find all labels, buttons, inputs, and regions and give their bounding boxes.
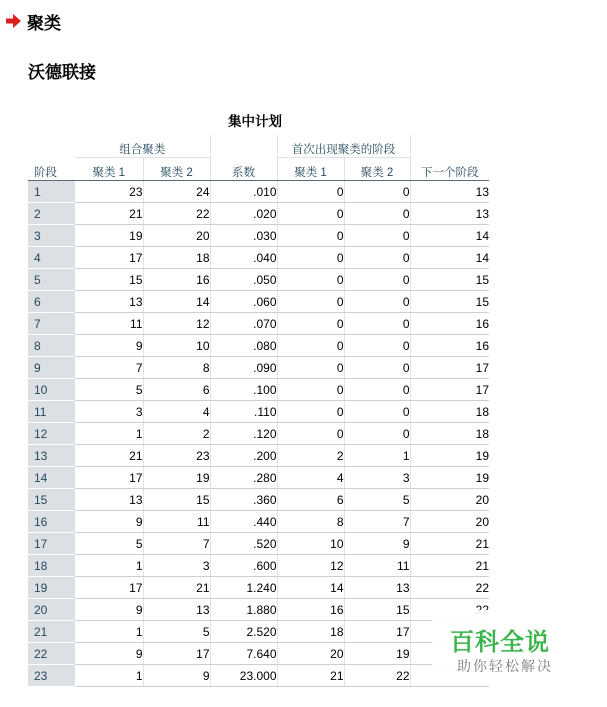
coefficient-cell: .120 — [210, 423, 277, 445]
table-title: 集中计划 — [228, 114, 282, 130]
cluster2-cell: 7 — [143, 533, 210, 555]
next-stage-cell: 20 — [410, 511, 489, 533]
watermark-sub-text: 助你轻松解决 — [457, 658, 553, 674]
table-row — [28, 269, 489, 291]
stage-cell: 22 — [28, 643, 75, 665]
header-combined-clusters: 组合聚类 — [75, 135, 210, 158]
first-cluster1-cell: 20 — [277, 643, 344, 665]
header-blank — [210, 135, 277, 158]
next-stage-cell: 18 — [410, 401, 489, 423]
stage-cell: 8 — [28, 335, 75, 357]
cluster1-cell: 17 — [75, 577, 143, 599]
table-row — [28, 445, 489, 467]
cluster2-cell: 9 — [143, 665, 210, 687]
cluster1-cell: 9 — [75, 335, 143, 357]
coefficient-cell: .040 — [210, 247, 277, 269]
stage-cell: 4 — [28, 247, 75, 269]
table-body — [28, 181, 489, 687]
first-cluster2-cell: 5 — [344, 489, 410, 511]
cluster1-cell: 3 — [75, 401, 143, 423]
next-stage-cell: 19 — [410, 467, 489, 489]
first-cluster2-cell: 11 — [344, 555, 410, 577]
table-row — [28, 621, 489, 643]
first-cluster2-cell: 22 — [344, 665, 410, 687]
first-cluster1-cell: 2 — [277, 445, 344, 467]
first-cluster2-cell: 17 — [344, 621, 410, 643]
cluster1-cell: 17 — [75, 467, 143, 489]
next-stage-cell: 22 — [410, 577, 489, 599]
cluster2-cell: 4 — [143, 401, 210, 423]
coefficient-cell: .030 — [210, 225, 277, 247]
first-cluster2-cell: 0 — [344, 269, 410, 291]
coefficient-cell: .060 — [210, 291, 277, 313]
coefficient-cell: .100 — [210, 379, 277, 401]
header-stage: 阶段 — [28, 158, 75, 181]
header-first-cluster1: 聚类 1 — [277, 158, 344, 181]
header-cluster2: 聚类 2 — [143, 158, 210, 181]
stage-cell: 10 — [28, 379, 75, 401]
next-stage-cell: 14 — [410, 247, 489, 269]
cluster1-cell: 1 — [75, 555, 143, 577]
table-row — [28, 379, 489, 401]
coefficient-cell: .520 — [210, 533, 277, 555]
right-arrow-icon — [6, 14, 21, 28]
first-cluster2-cell: 9 — [344, 533, 410, 555]
cluster2-cell: 2 — [143, 423, 210, 445]
stage-cell: 14 — [28, 467, 75, 489]
cluster2-cell: 8 — [143, 357, 210, 379]
method-subtitle: 沃德联接 — [28, 63, 96, 83]
cluster2-cell: 17 — [143, 643, 210, 665]
first-cluster2-cell: 7 — [344, 511, 410, 533]
first-cluster2-cell: 19 — [344, 643, 410, 665]
coefficient-cell: .200 — [210, 445, 277, 467]
cluster2-cell: 23 — [143, 445, 210, 467]
first-cluster2-cell: 3 — [344, 467, 410, 489]
coefficient-cell: 23.000 — [210, 665, 277, 687]
cluster1-cell: 5 — [75, 533, 143, 555]
first-cluster2-cell: 0 — [344, 423, 410, 445]
cluster2-cell: 10 — [143, 335, 210, 357]
table-row — [28, 489, 489, 511]
table-row — [28, 511, 489, 533]
cluster2-cell: 3 — [143, 555, 210, 577]
first-cluster1-cell: 0 — [277, 401, 344, 423]
cluster2-cell: 18 — [143, 247, 210, 269]
cluster2-cell: 15 — [143, 489, 210, 511]
first-cluster2-cell: 0 — [344, 181, 410, 203]
cluster1-cell: 13 — [75, 291, 143, 313]
coefficient-cell: .090 — [210, 357, 277, 379]
next-stage-cell: 21 — [410, 555, 489, 577]
next-stage-cell: 20 — [410, 489, 489, 511]
coefficient-cell: 1.240 — [210, 577, 277, 599]
table-row — [28, 643, 489, 665]
next-stage-cell: 21 — [410, 533, 489, 555]
next-stage-cell: 18 — [410, 423, 489, 445]
stage-cell: 5 — [28, 269, 75, 291]
table-row — [28, 577, 489, 599]
header-first-appear: 首次出现聚类的阶段 — [277, 135, 410, 158]
first-cluster1-cell: 0 — [277, 313, 344, 335]
coefficient-cell: .360 — [210, 489, 277, 511]
cluster1-cell: 9 — [75, 599, 143, 621]
cluster2-cell: 24 — [143, 181, 210, 203]
table-row — [28, 247, 489, 269]
first-cluster1-cell: 0 — [277, 423, 344, 445]
table-row — [28, 225, 489, 247]
cluster1-cell: 21 — [75, 445, 143, 467]
coefficient-cell: .010 — [210, 181, 277, 203]
header-first-cluster2: 聚类 2 — [344, 158, 410, 181]
first-cluster1-cell: 0 — [277, 357, 344, 379]
section-title: 聚类 — [27, 13, 61, 34]
table-row — [28, 599, 489, 621]
first-cluster1-cell: 12 — [277, 555, 344, 577]
stage-cell: 12 — [28, 423, 75, 445]
next-stage-cell: 13 — [410, 181, 489, 203]
cluster2-cell: 16 — [143, 269, 210, 291]
cluster1-cell: 1 — [75, 621, 143, 643]
table-row — [28, 181, 489, 203]
cluster2-cell: 12 — [143, 313, 210, 335]
first-cluster1-cell: 0 — [277, 225, 344, 247]
cluster1-cell: 19 — [75, 225, 143, 247]
first-cluster1-cell: 6 — [277, 489, 344, 511]
coefficient-cell: .080 — [210, 335, 277, 357]
coefficient-cell: .600 — [210, 555, 277, 577]
next-stage-cell: 15 — [410, 269, 489, 291]
cluster2-cell: 19 — [143, 467, 210, 489]
table-row — [28, 533, 489, 555]
header-cluster1: 聚类 1 — [75, 158, 143, 181]
first-cluster2-cell: 0 — [344, 401, 410, 423]
first-cluster1-cell: 0 — [277, 291, 344, 313]
first-cluster1-cell: 4 — [277, 467, 344, 489]
coefficient-cell: .440 — [210, 511, 277, 533]
first-cluster1-cell: 18 — [277, 621, 344, 643]
stage-cell: 21 — [28, 621, 75, 643]
cluster1-cell: 1 — [75, 423, 143, 445]
first-cluster1-cell: 0 — [277, 335, 344, 357]
cluster1-cell: 1 — [75, 665, 143, 687]
stage-cell: 1 — [28, 181, 75, 203]
first-cluster2-cell: 0 — [344, 379, 410, 401]
first-cluster2-cell: 0 — [344, 225, 410, 247]
coefficient-cell: .020 — [210, 203, 277, 225]
first-cluster1-cell: 0 — [277, 203, 344, 225]
stage-cell: 17 — [28, 533, 75, 555]
coefficient-cell: 2.520 — [210, 621, 277, 643]
watermark-main-text: 百科全说 — [450, 629, 550, 656]
cluster1-cell: 9 — [75, 643, 143, 665]
cluster2-cell: 22 — [143, 203, 210, 225]
table-row — [28, 555, 489, 577]
cluster1-cell: 7 — [75, 357, 143, 379]
first-cluster1-cell: 0 — [277, 379, 344, 401]
table-row — [28, 423, 489, 445]
next-stage-cell: 17 — [410, 379, 489, 401]
first-cluster2-cell: 1 — [344, 445, 410, 467]
stage-cell: 18 — [28, 555, 75, 577]
watermark-logo — [432, 610, 607, 685]
agglomeration-schedule-table — [28, 135, 489, 687]
next-stage-cell: 16 — [410, 335, 489, 357]
header-next-stage: 下一个阶段 — [410, 158, 489, 181]
stage-cell: 6 — [28, 291, 75, 313]
coefficient-cell: 1.880 — [210, 599, 277, 621]
header-blank — [410, 135, 489, 158]
header-blank — [28, 135, 75, 158]
coefficient-cell: .280 — [210, 467, 277, 489]
first-cluster1-cell: 0 — [277, 269, 344, 291]
first-cluster2-cell: 0 — [344, 203, 410, 225]
stage-cell: 7 — [28, 313, 75, 335]
first-cluster2-cell: 0 — [344, 313, 410, 335]
cluster2-cell: 20 — [143, 225, 210, 247]
first-cluster2-cell: 13 — [344, 577, 410, 599]
coefficient-cell: .110 — [210, 401, 277, 423]
cluster1-cell: 15 — [75, 269, 143, 291]
table-row — [28, 357, 489, 379]
coefficient-cell: .070 — [210, 313, 277, 335]
stage-cell: 20 — [28, 599, 75, 621]
first-cluster2-cell: 0 — [344, 291, 410, 313]
first-cluster1-cell: 16 — [277, 599, 344, 621]
stage-cell: 9 — [28, 357, 75, 379]
next-stage-cell: 14 — [410, 225, 489, 247]
cluster1-cell: 17 — [75, 247, 143, 269]
first-cluster2-cell: 0 — [344, 357, 410, 379]
cluster1-cell: 13 — [75, 489, 143, 511]
first-cluster2-cell: 15 — [344, 599, 410, 621]
first-cluster2-cell: 0 — [344, 247, 410, 269]
cluster2-cell: 11 — [143, 511, 210, 533]
cluster2-cell: 21 — [143, 577, 210, 599]
first-cluster1-cell: 10 — [277, 533, 344, 555]
stage-cell: 3 — [28, 225, 75, 247]
table-row — [28, 203, 489, 225]
table-row — [28, 665, 489, 687]
stage-cell: 15 — [28, 489, 75, 511]
table-row — [28, 313, 489, 335]
cluster1-cell: 23 — [75, 181, 143, 203]
first-cluster1-cell: 14 — [277, 577, 344, 599]
table-row — [28, 401, 489, 423]
table-row — [28, 335, 489, 357]
cluster1-cell: 9 — [75, 511, 143, 533]
first-cluster1-cell: 8 — [277, 511, 344, 533]
cluster1-cell: 21 — [75, 203, 143, 225]
cluster2-cell: 13 — [143, 599, 210, 621]
next-stage-cell: 16 — [410, 313, 489, 335]
first-cluster1-cell: 0 — [277, 247, 344, 269]
section-header — [6, 8, 61, 34]
first-cluster1-cell: 0 — [277, 181, 344, 203]
cluster1-cell: 11 — [75, 313, 143, 335]
first-cluster1-cell: 21 — [277, 665, 344, 687]
stage-cell: 23 — [28, 665, 75, 687]
cluster2-cell: 14 — [143, 291, 210, 313]
stage-cell: 13 — [28, 445, 75, 467]
cluster1-cell: 5 — [75, 379, 143, 401]
table-row — [28, 467, 489, 489]
stage-cell: 19 — [28, 577, 75, 599]
stage-cell: 2 — [28, 203, 75, 225]
cluster2-cell: 6 — [143, 379, 210, 401]
next-stage-cell: 19 — [410, 445, 489, 467]
next-stage-cell: 17 — [410, 357, 489, 379]
coefficient-cell: .050 — [210, 269, 277, 291]
table-row — [28, 291, 489, 313]
next-stage-cell: 15 — [410, 291, 489, 313]
next-stage-cell: 13 — [410, 203, 489, 225]
stage-cell: 16 — [28, 511, 75, 533]
stage-cell: 11 — [28, 401, 75, 423]
cluster2-cell: 5 — [143, 621, 210, 643]
first-cluster2-cell: 0 — [344, 335, 410, 357]
coefficient-cell: 7.640 — [210, 643, 277, 665]
header-coefficient: 系数 — [210, 158, 277, 181]
